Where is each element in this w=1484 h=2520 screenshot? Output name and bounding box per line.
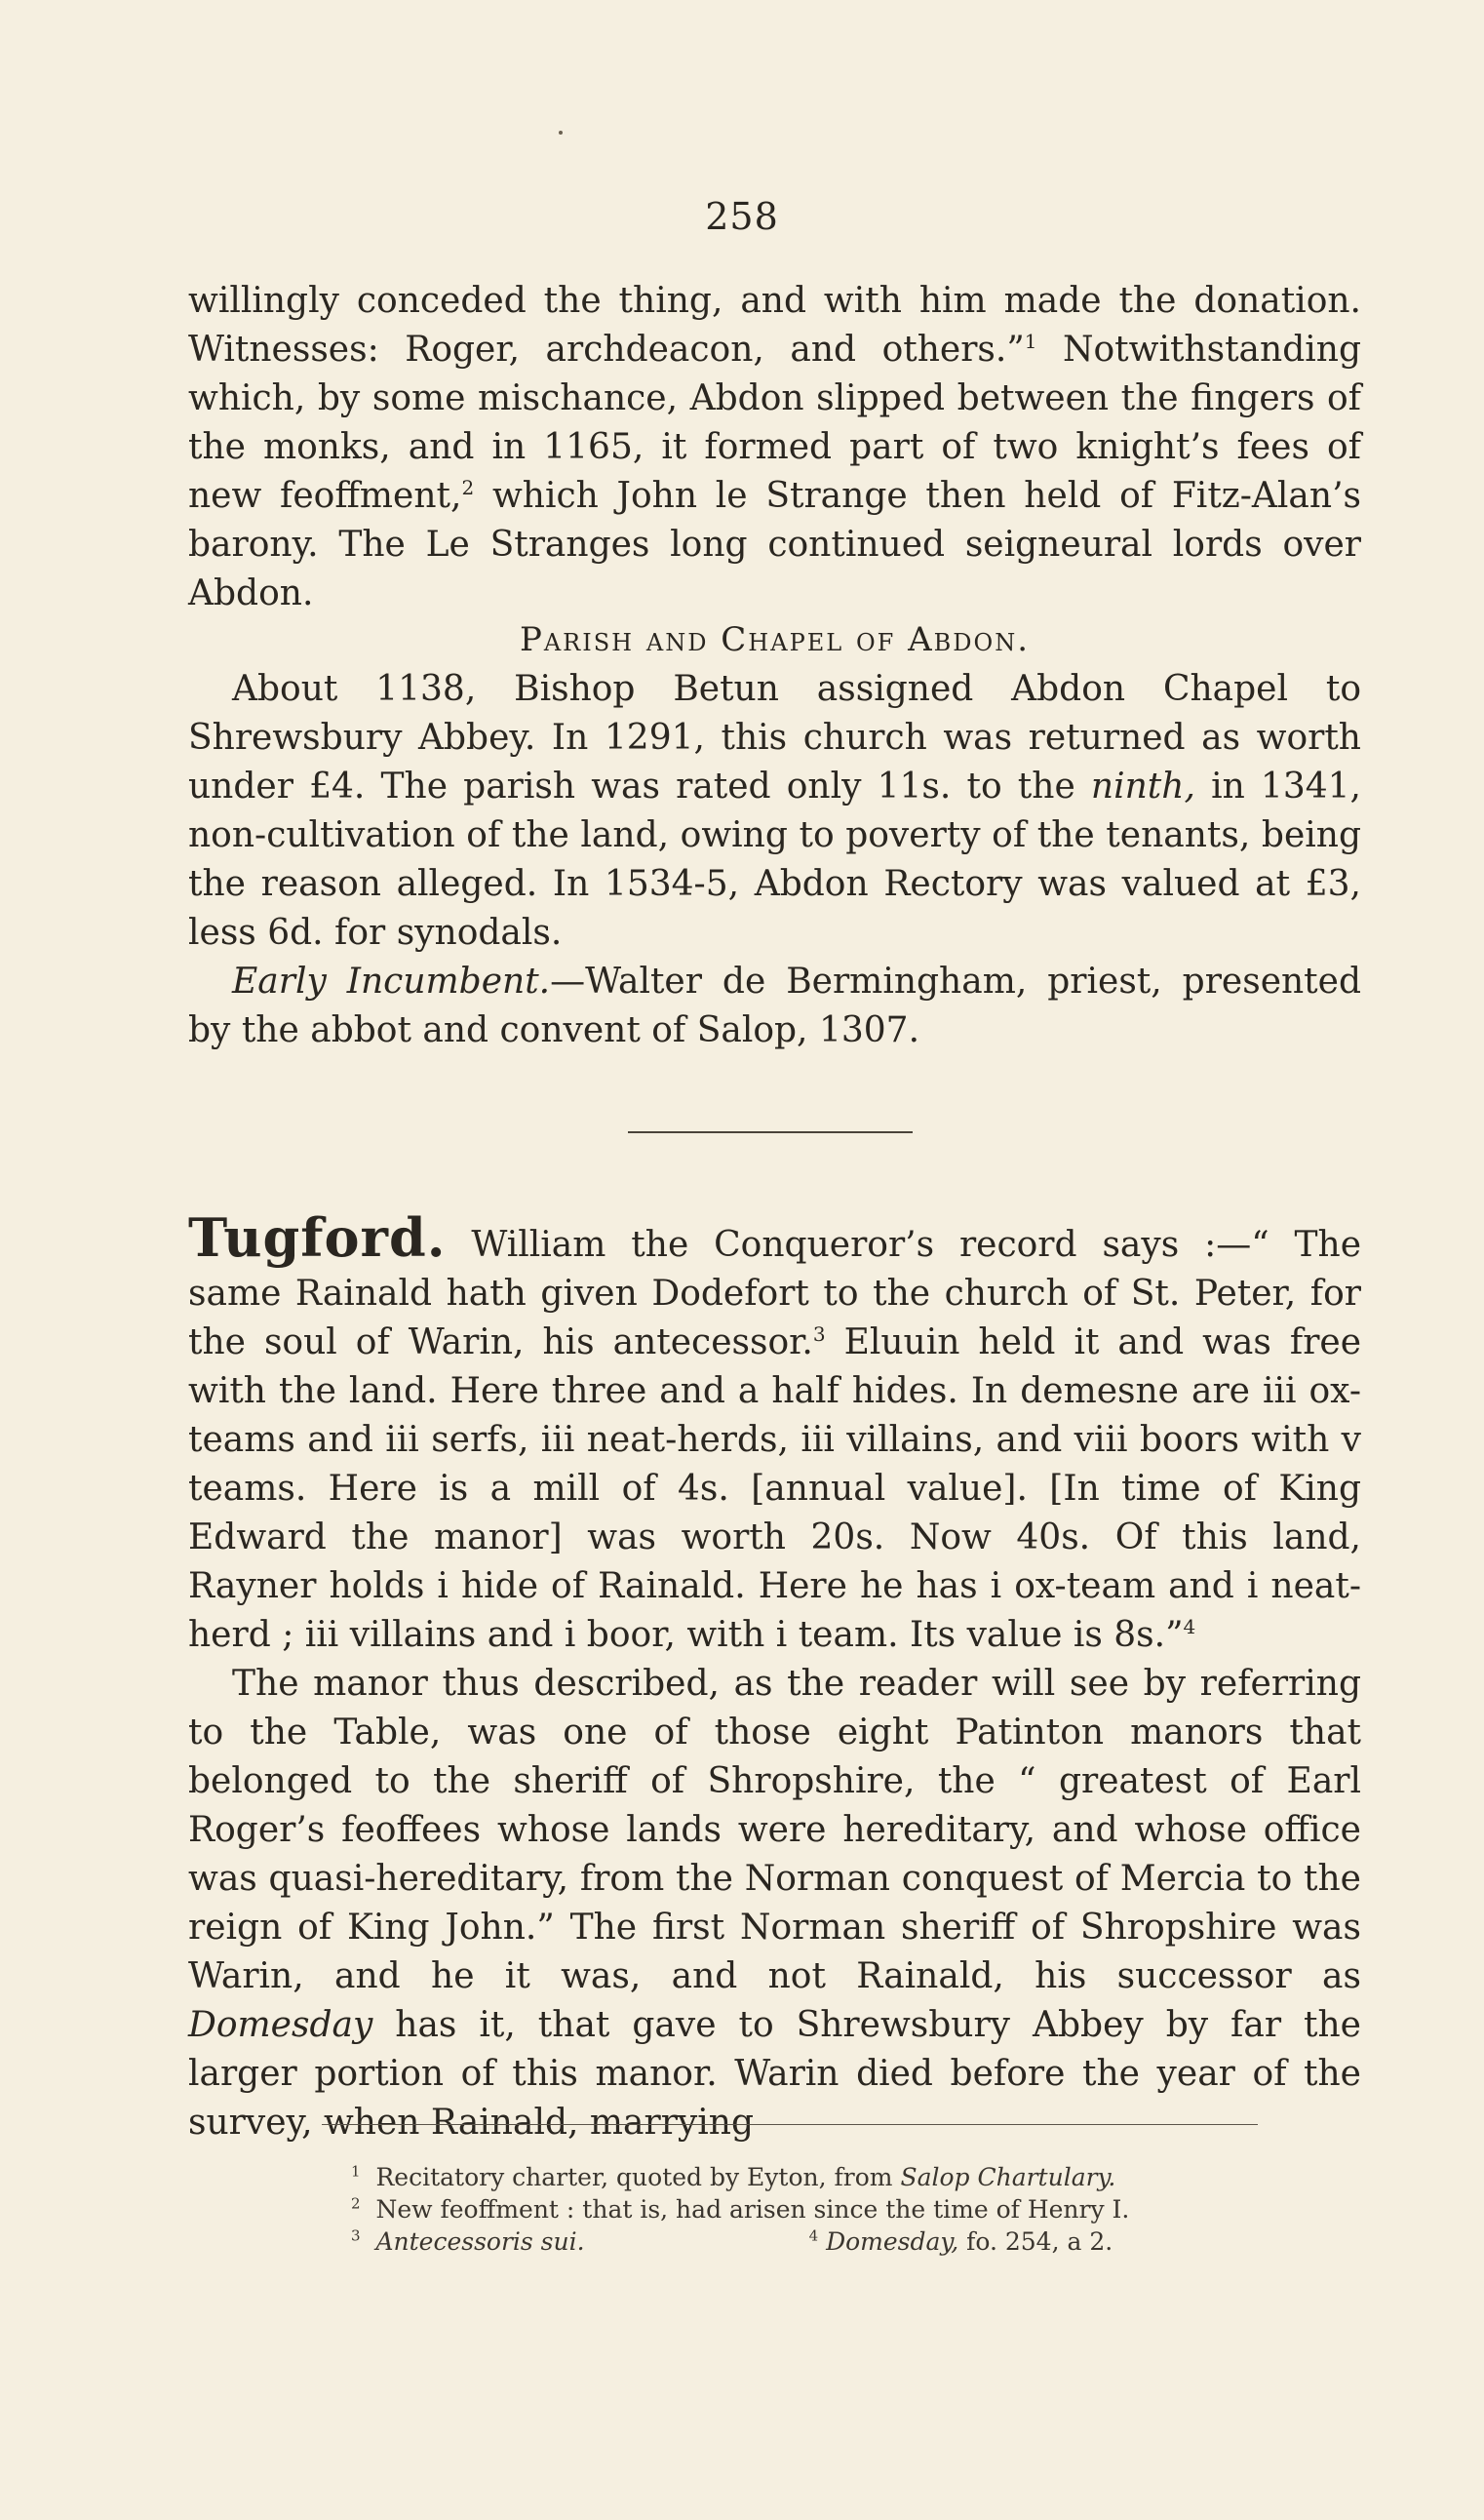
tugford-title: Tugford. — [188, 1206, 447, 1269]
footnote-2: $^2$ New feoffment : that is, had arisen since the time of Henry I. — [351, 2194, 1130, 2224]
footnote-ref-1[interactable]: 1 — [1024, 330, 1037, 353]
opening-paragraph: willingly conceded the thing, and with him made the donation. Witnesses: Roger, archdeacon, and others.”$^1$ Notwithstanding which, by some mischance, Abdon slipped between the fingers of the monks, and in 1165, it formed part of two knight’s fees of new feoffment,$^2$ which John le Strange then held of Fitz-Alan’s barony. The Le Stranges long continued seigneural lords over Abdon. — [188, 281, 1361, 613]
tugford-paragraph-1: Tugford. William the Conqueror’s record says :—“ The same Rainald hath given Dodefort to the church of St. Peter, for the soul of Warin, his antecessor.$^3$ Eluuin held it and was free with the land. Here three and a half hides. In demesne are iii ox-teams and iii serfs, iii neat-herds, iii villains, and viii boors with v teams. Here is a mill of 4s. [annual value]. [In time of King Edward the manor] was worth 20s. Now 40s. Of this land, Rayner holds i hide of Rainald. Here he has i ox-team and i neat-herd ; iii villains and i boor, with i team. Its value is 8s.”$^4$ — [188, 1206, 1362, 1655]
footnote-1: $^1$ Recitatory charter, quoted by Eyton, from Salop Chartulary. — [351, 2162, 1116, 2191]
page-number: 258 — [705, 195, 779, 238]
incumbent-paragraph: Early Incumbent.—Walter de Bermingham, priest, presented by the abbot and convent of Salop, 1307. — [188, 962, 1361, 1050]
footnote-ref-2[interactable]: 2 — [461, 476, 475, 499]
section-divider — [628, 1131, 913, 1133]
opening-text — [188, 277, 1361, 618]
paper-speck — [559, 131, 563, 135]
footnote-3-4: $^3$ Antecessoris sui. $^4$ Domesday, fo. 254, a 2. — [351, 2226, 1113, 2256]
footnote-ref-4[interactable]: 4 — [1183, 1615, 1196, 1638]
incumbent-label: Early Incumbent. — [232, 962, 551, 1002]
tugford-paragraph-2: The manor thus described, as the reader will see by referring to the Table, was one of those eight Patinton manors that belonged to the sheriff of Shropshire, the “ greatest of Earl Roger’s feoffees whose lands were hereditary, and whose office was quasi-hereditary, from the Norman conquest of Mercia to the reign of King John.” The first Norman sheriff of Shropshire was Warin, and he it was, and not Rainald, his successor as Domesday has it, that gave to Shrewsbury Abbey by far the larger portion of this manor. Warin died before the year of the survey, when Rainald, marrying — [188, 1664, 1361, 2143]
section-heading-parish: Parish and Chapel of Abdon. — [519, 620, 1031, 659]
parish-section — [188, 614, 1361, 1055]
footnote-rule — [322, 2124, 1258, 2125]
footnotes — [351, 2161, 1287, 2258]
tugford-section — [188, 1206, 1362, 2147]
footnote-ref-3[interactable]: 3 — [812, 1322, 826, 1346]
parish-paragraph: About 1138, Bishop Betun assigned Abdon Chapel to Shrewsbury Abbey. In 1291, this church was returned as worth under £4. The parish was rated only 11s. to the ninth, in 1341, non-cultivation of the land, owing to poverty of the tenants, being the reason alleged. In 1534-5, Abdon Rectory was valued at £3, less 6d. for synodals. — [188, 669, 1361, 953]
